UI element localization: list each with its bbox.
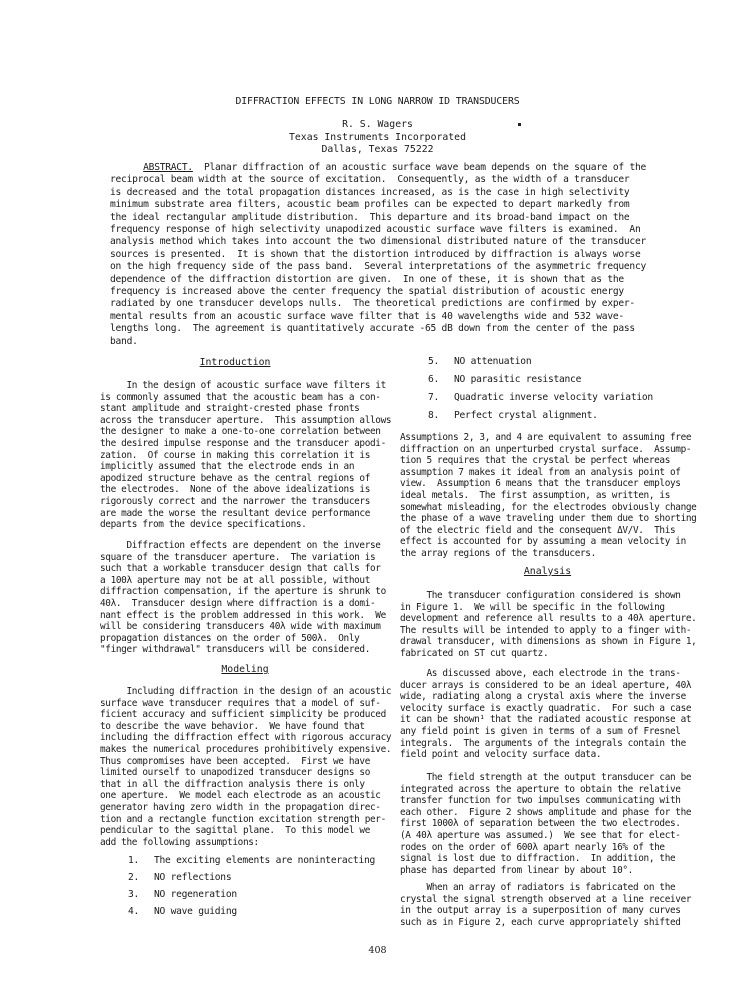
text-line: in Figure 1. We will be specific in the following xyxy=(400,601,665,613)
text-line: stant amplitude and straight-crested phase fronts xyxy=(100,403,360,415)
text-line: The field strength at the output transducer can be xyxy=(400,772,692,783)
analysis-paragraph-3 xyxy=(400,772,695,876)
list-text: NO attenuation xyxy=(454,356,532,367)
text-line: such as in Figure 2, each curve appropriately shifted xyxy=(400,916,681,928)
text-line: the phase of a wave traveling under them due to shorting xyxy=(400,513,697,525)
abstract-line: minimum substrate area filters, acoustic beam profiles can be expected to depart markedly from xyxy=(110,199,630,211)
text-line: ideal metals. The first assumption, as written, is xyxy=(400,489,671,501)
assumption-item xyxy=(128,906,237,917)
abstract-line: reciprocal beam width at the source of excitation. Consequently, as the width of a transducer xyxy=(110,174,630,186)
abstract-line: is decreased and the total propagation distances increased, as is the case in high selectivity xyxy=(110,186,630,198)
text-line: development and reference all results to a 40λ aperture. xyxy=(400,613,697,625)
list-text: Quadratic inverse velocity variation xyxy=(454,392,653,403)
text-line: the designer to make a one-to-one correlation between xyxy=(100,426,381,438)
text-line: square of the transducer aperture. The variation is xyxy=(100,551,376,563)
text-line: integrated across the aperture to obtain the relative xyxy=(400,783,681,795)
text-line: the array regions of the transducers. xyxy=(400,547,596,559)
assumption-item xyxy=(428,374,581,385)
list-number: 7. xyxy=(428,392,440,403)
assumption-item xyxy=(128,855,375,866)
list-number: 1. xyxy=(128,855,140,866)
text-line: propagation distances on the order of 500λ. Only xyxy=(100,632,360,644)
abstract-line: the ideal rectangular amplitude distribution. This departure and its broad-band impact on the xyxy=(110,211,630,223)
abstract-line: sources is presented. It is shown that the distortion introduced by diffraction is always worse xyxy=(110,248,641,260)
abstract xyxy=(110,162,650,348)
text-line: such that a workable transducer design that calls for xyxy=(100,563,381,575)
text-line: that in all the diffraction analysis there is only xyxy=(100,778,365,790)
list-text: NO regeneration xyxy=(154,889,237,900)
text-line: Diffraction effects are dependent on the inverse xyxy=(100,540,381,551)
text-line: of the electric field and the consequent ΔV/V. This xyxy=(400,524,676,536)
text-line: (A 40λ aperture was assumed.) We see that for elect- xyxy=(400,829,681,841)
text-line: drawal transducer, with dimensions as shown in Figure 1, xyxy=(400,636,697,648)
analysis-paragraph-4 xyxy=(400,882,695,928)
text-line: departs from the device specifications. xyxy=(100,519,307,531)
text-line: zation. Of course in making this correlation it is xyxy=(100,449,371,461)
abstract-label: ABSTRACT. xyxy=(143,162,193,173)
text-line: In the design of acoustic surface wave filters it xyxy=(100,380,386,391)
text-line: "finger withdrawal" transducers will be considered. xyxy=(100,644,371,656)
text-line: The results will be intended to apply to a finger with- xyxy=(400,624,692,636)
text-line: to describe the wave behavior. We have found that xyxy=(100,720,365,732)
author-block xyxy=(0,119,755,157)
text-line: The transducer configuration considered is shown xyxy=(400,590,681,601)
text-line: signal is lost due to diffraction. In addition, the xyxy=(400,853,676,865)
text-line: it can be shown¹ that the radiated acoustic response at xyxy=(400,714,692,726)
text-line: When an array of radiators is fabricated on the xyxy=(400,882,676,893)
text-line: phase has departed from linear by about 10°. xyxy=(400,864,633,876)
text-line: somewhat misleading, for the electrodes obviously change xyxy=(400,501,697,513)
text-line: is commonly assumed that the acoustic beam has a con- xyxy=(100,391,381,403)
text-line: one aperture. We model each electrode as an acoustic xyxy=(100,790,381,802)
introduction-paragraph-1 xyxy=(100,380,392,531)
paper-title: DIFFRACTION EFFECTS IN LONG NARROW ID TRANSDUCERS xyxy=(235,96,520,107)
text-line: nant effect is the problem addressed in this work. We xyxy=(100,609,386,621)
assumption-item xyxy=(428,356,531,367)
text-line: effect is accounted for by assuming a mean velocity in xyxy=(400,536,686,548)
text-line: rigorously correct and the narrower the transducers xyxy=(100,495,371,507)
list-text: Perfect crystal alignment. xyxy=(454,410,598,421)
text-line: limited ourself to unapodized transducer designs so xyxy=(100,767,371,779)
stray-mark xyxy=(518,123,521,126)
assumption-item xyxy=(128,889,237,900)
abstract-line: analysis method which takes into account the two dimensional distributed nature of the transducer xyxy=(110,236,647,248)
abstract-line: Planar diffraction of an acoustic surface wave beam depends on the square of the xyxy=(192,162,647,173)
list-text: NO wave guiding xyxy=(154,906,237,917)
text-line: pendicular to the sagittal plane. To this model we xyxy=(100,825,371,837)
text-line: Including diffraction in the design of an acoustic xyxy=(100,686,392,697)
text-line: including the diffraction effect with rigorous accuracy xyxy=(100,732,392,744)
text-line: the desired impulse response and the transducer apodi- xyxy=(100,437,386,449)
abstract-line: lengths long. The agreement is quantitatively accurate -65 dB down from the center of the pass xyxy=(110,323,635,335)
text-line: are made the worse the resultant device performance xyxy=(100,507,371,519)
abstract-line: band. xyxy=(110,335,138,347)
text-line: wide, radiating along a crystal axis where the inverse xyxy=(400,691,686,703)
text-line: view. Assumption 6 means that the transducer employs xyxy=(400,478,681,490)
author-name: R. S. Wagers xyxy=(342,119,413,130)
list-text: NO reflections xyxy=(154,872,232,883)
text-line: ficient accuracy and sufficient simplicity be produced xyxy=(100,709,386,721)
assumption-item xyxy=(128,872,231,883)
assumptions-paragraph xyxy=(400,432,695,560)
text-line: crystal the signal strength observed at a line receiver xyxy=(400,893,692,905)
text-line: a 100λ aperture may not be at all possible, without xyxy=(100,574,371,586)
text-line: across the transducer aperture. This assumption allows xyxy=(100,414,392,426)
text-line: makes the numerical procedures prohibitively expensive. xyxy=(100,743,392,755)
introduction-paragraph-2 xyxy=(100,540,385,656)
list-text: The exciting elements are noninteracting xyxy=(154,855,376,866)
text-line: surface wave transducer requires that a model of suf- xyxy=(100,697,381,709)
author-affiliation: Texas Instruments Incorporated xyxy=(289,131,466,143)
text-line: each other. Figure 2 shows amplitude and phase for the xyxy=(400,806,692,818)
text-line: the electrodes. None of the above idealizations is xyxy=(100,484,371,496)
text-line: ducer arrays is considered to be an ideal aperture, 40λ xyxy=(400,679,692,691)
heading-analysis: Analysis xyxy=(523,566,572,577)
text-line: diffraction compensation, if the aperture is shrunk to xyxy=(100,586,386,598)
abstract-line: mental results from an acoustic surface wave filter that is 40 wavelengths wide and 532 wave- xyxy=(110,310,624,322)
abstract-line: frequency is increased above the center frequency the spatial distribution of acoustic energy xyxy=(110,286,624,298)
list-number: 5. xyxy=(428,356,440,367)
assumption-item xyxy=(428,392,653,403)
text-line: velocity surface is exactly quadratic. For such a case xyxy=(400,702,692,714)
assumption-item xyxy=(428,410,598,421)
text-line: Assumptions 2, 3, and 4 are equivalent to assuming free xyxy=(400,432,692,443)
list-number: 3. xyxy=(128,889,140,900)
list-number: 4. xyxy=(128,906,140,917)
list-number: 2. xyxy=(128,872,140,883)
abstract-line: radiated by one transducer develops nulls. The theoretical predictions are confirmed by exper- xyxy=(110,298,635,310)
page-number: 408 xyxy=(368,945,387,956)
analysis-paragraph-2 xyxy=(400,668,695,761)
list-number: 8. xyxy=(428,410,440,421)
text-line: integrals. The arguments of the integrals contain the xyxy=(400,737,686,749)
text-line: As discussed above, each electrode in the trans- xyxy=(400,668,681,679)
text-line: generator having zero width in the propagation direc- xyxy=(100,801,381,813)
text-line: rodes on the order of 600λ apart nearly 16% of the xyxy=(400,841,665,853)
text-line: implicitly assumed that the electrode ends in an xyxy=(100,461,355,473)
heading-modeling: Modeling xyxy=(221,664,269,675)
text-line: transfer function for two impulses communicating with xyxy=(400,795,681,807)
modeling-paragraph xyxy=(100,686,390,848)
abstract-line: dependence of the diffraction distortion are given. In one of these, it is shown that as the xyxy=(110,273,624,285)
text-line: any field point is given in terms of a sum of Fresnel xyxy=(400,725,681,737)
text-line: 40λ. Transducer design where diffraction is a domi- xyxy=(100,597,376,609)
abstract-line: on the high frequency side of the pass band. Several interpretations of the asymmetric frequency xyxy=(110,261,647,273)
text-line: field point and velocity surface data. xyxy=(400,749,602,761)
text-line: fabricated on ST cut quartz. xyxy=(400,647,549,659)
author-location: Dallas, Texas 75222 xyxy=(321,144,434,155)
text-line: assumption 7 makes it ideal from an analysis point of xyxy=(400,466,681,478)
list-number: 6. xyxy=(428,374,440,385)
text-line: apodized structure behave as the central regions of xyxy=(100,472,371,484)
abstract-line-first xyxy=(110,162,650,174)
text-line: tion 5 requires that the crystal be perfect whereas xyxy=(400,455,671,467)
text-line: tion and a rectangle function excitation strength per- xyxy=(100,813,386,825)
text-line: diffraction on an unperturbed crystal surface. Assump- xyxy=(400,443,692,455)
text-line: first 1000λ of separation between the two electrodes. xyxy=(400,818,681,830)
text-line: in the output array is a superposition of many curves xyxy=(400,905,681,917)
analysis-paragraph-1 xyxy=(400,590,695,660)
text-line: add the following assumptions: xyxy=(100,836,259,848)
text-line: Thus compromises have been accepted. First we have xyxy=(100,755,371,767)
heading-introduction: Introduction xyxy=(199,357,271,368)
list-text: NO parasitic resistance xyxy=(454,374,582,385)
text-line: will be considering transducers 40λ wide with maximum xyxy=(100,621,381,633)
abstract-line: frequency response of high selectivity unapodized acoustic surface wave filters is examined. An xyxy=(110,224,641,236)
